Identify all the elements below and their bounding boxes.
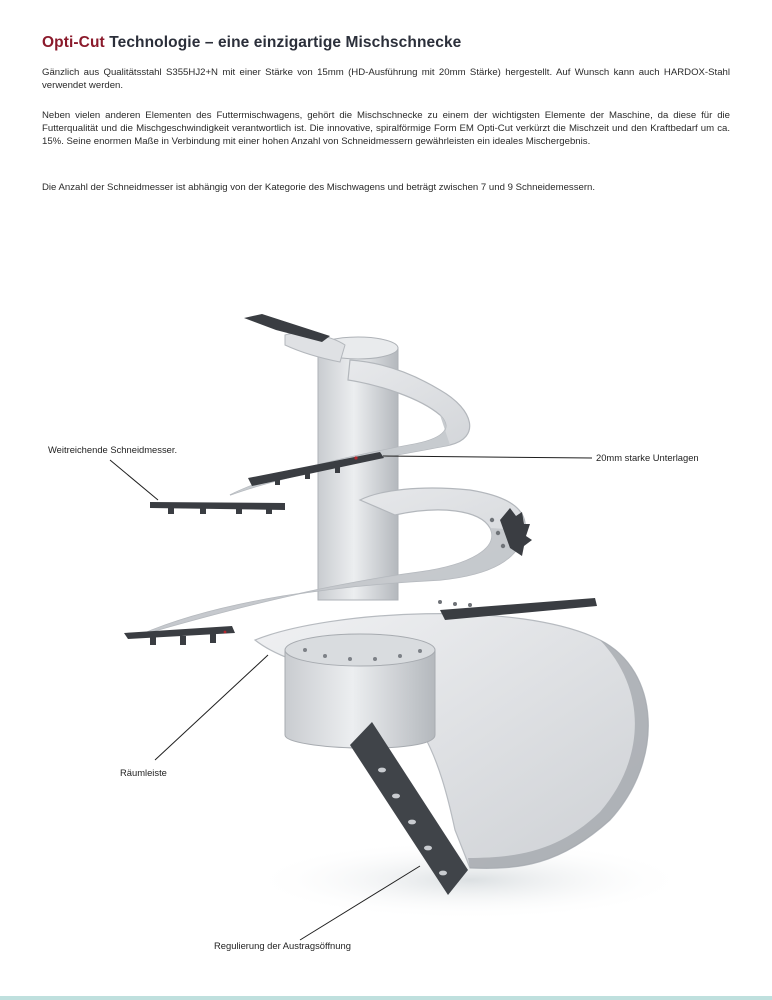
bottom-rule: [0, 996, 772, 1000]
leader-pads: [383, 456, 592, 458]
paragraph-description: Neben vielen anderen Elementen des Futtermischwagens, gehört die Mischschnecke zu einem der wichtigsten Elemente der Maschine, da diese für die Futterqualität und die Mischgeschwindigkeit verantwortlich ist. Die innovative, spiralförmige Form EM Opti-Cut verkürzt die Mischzeit und den Kraftbedarf um ca. 15%. Seine enormen Maße in Verbindung mit einer hohen Anzahl von Schneidmessern gewährleisten ein ideales Mischergebnis.: [42, 110, 730, 147]
paragraph-knife-count: Die Anzahl der Schneidmesser ist abhängig von der Kategorie des Mischwagens und beträgt zwischen 7 und 9 Schneidemessern.: [42, 182, 596, 193]
title-text: Technologie – eine einzigartige Mischschnecke: [104, 34, 462, 51]
callout-pads: 20mm starke Unterlagen: [596, 452, 699, 463]
leader-scraper: [155, 655, 268, 760]
right-knife: [440, 598, 597, 620]
marker-dot: [224, 631, 227, 634]
marker-dot: [354, 456, 357, 459]
paragraph-material: Gänzlich aus Qualitätsstahl S355HJ2+N mit einer Stärke von 15mm (HD-Ausführung mit 20mm Stärke) hergestellt. Auf Wunsch kann auch HARDOX-Stahl verwendet werden.: [42, 67, 730, 91]
callout-outlet: Regulierung der Austragsöffnung: [214, 940, 351, 951]
brand-name: Opti-Cut: [42, 34, 105, 51]
callout-knives: Weitreichende Schneidmesser.: [48, 444, 178, 455]
auger-figure: [0, 300, 772, 980]
callout-scraper: Räumleiste: [120, 767, 167, 778]
page-title: [42, 34, 461, 52]
leader-knives: [110, 460, 158, 500]
base-drum-top: [285, 634, 435, 666]
auger-illustration: [0, 300, 772, 980]
lower-left-knife: [124, 626, 235, 639]
